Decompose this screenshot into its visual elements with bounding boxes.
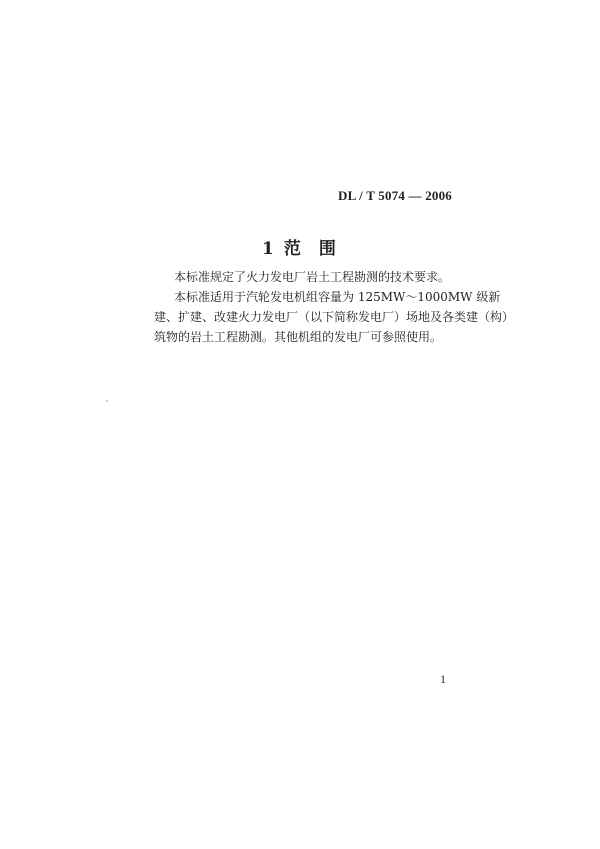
- scan-speck: [106, 400, 108, 402]
- body-text: [154, 267, 515, 347]
- paragraph-2-line-1: 本标准适用于汽轮发电机组容量为 125MW～1000MW 级新: [174, 290, 501, 304]
- page-number: 1: [440, 672, 446, 686]
- section-heading: [262, 234, 336, 259]
- section-title-char-1: 范: [283, 239, 301, 259]
- section-title-char-2: 围: [318, 239, 336, 259]
- paragraph-1: 本标准规定了火力发电厂岩土工程勘测的技术要求。: [174, 270, 451, 284]
- paragraph-2-line-3: 筑物的岩土工程勘测。其他机组的发电厂可参照使用。: [154, 330, 443, 344]
- section-number: 1: [262, 239, 274, 259]
- document-code: DL / T 5074 — 2006: [337, 188, 452, 203]
- paragraph-2-line-2: 建、扩建、改建火力发电厂（以下简称发电厂）场地及各类建（构）: [154, 310, 515, 324]
